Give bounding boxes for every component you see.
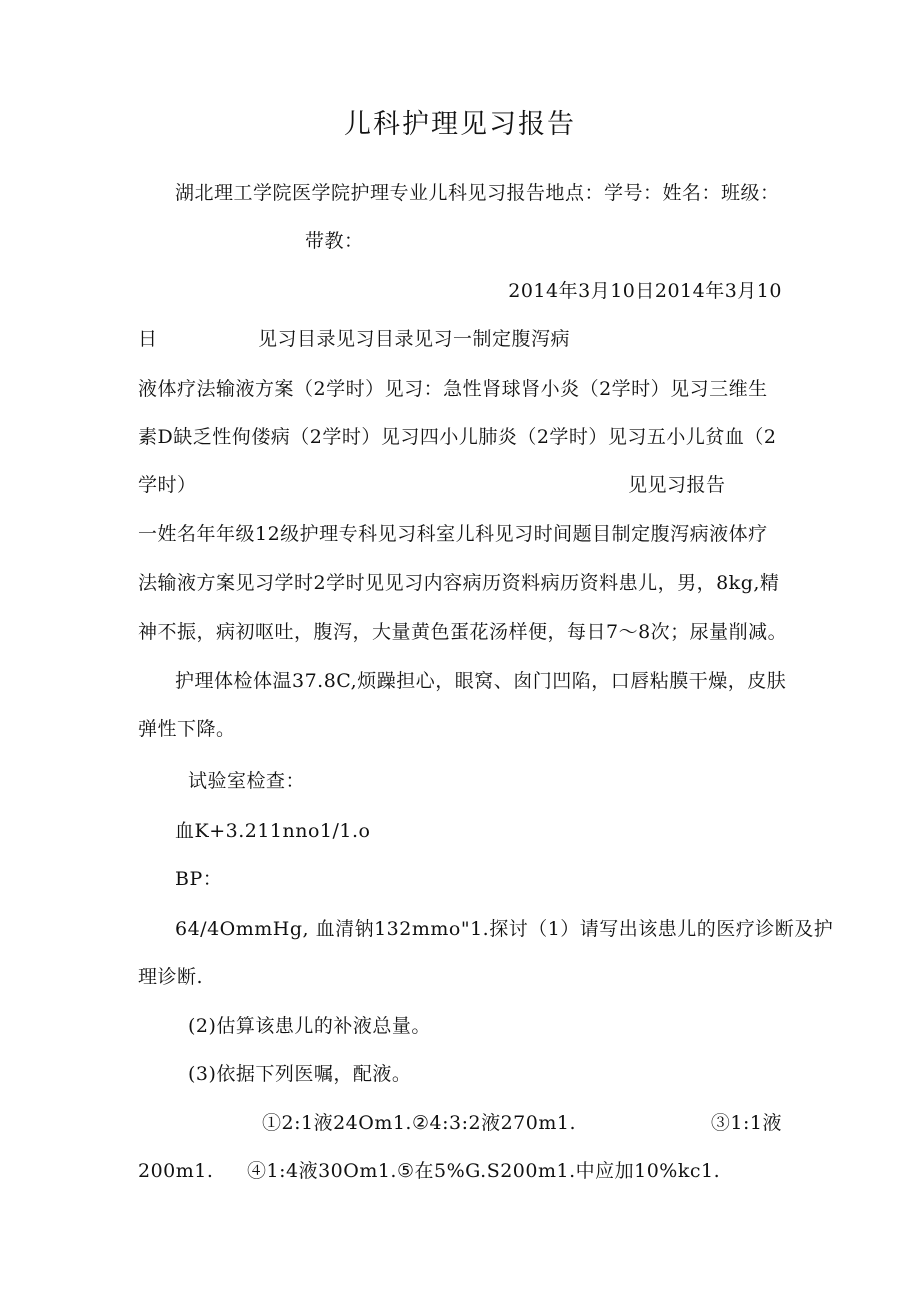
supervisor-label: 带教： — [305, 230, 364, 252]
order-line-2-start: 200m1. — [138, 1160, 214, 1182]
report-line-2: 法输液方案见习学时2学时见见习内容病历资料病历资料患儿，男，8kg,精 — [138, 572, 780, 594]
discussion-line-2: 理诊断. — [138, 966, 204, 988]
report-heading: 见见习报告 — [628, 474, 726, 496]
header-info-line: 湖北理工学院医学院护理专业儿科见习报告地点：学号：姓名：班级： — [175, 182, 780, 204]
exam-line-1: 护理体检体温37.8C,烦躁担心，眼窝、囱门凹陷，口唇粘膜干燥，皮肤 — [175, 670, 787, 692]
discussion-line-1: 64/4OmmHg, 血清钠132mmo"1.探讨（1）请写出该患儿的医疗诊断及护 — [175, 918, 834, 940]
contents-line-2: 素D缺乏性佝偻病（2学时）见习四小儿肺炎（2学时）见习五小儿贫血（2 — [138, 426, 777, 448]
table-of-contents-line: 见习目录见习目录见习一制定腹泻病 — [258, 328, 571, 350]
report-line-3: 神不振，病初呕吐，腹泻，大量黄色蛋花汤样便，每日7〜8次；尿量削减。 — [138, 621, 788, 643]
exam-line-2: 弹性下降。 — [138, 718, 236, 740]
question-3: (3)依据下列医嘱，配液。 — [188, 1063, 412, 1085]
date-line-continued: 日 — [138, 328, 158, 350]
lab-potassium: 血K+3.211nno1∕1.o — [175, 820, 371, 842]
order-line-1: ①2:1液24Om1.②4:3:2液270m1. — [262, 1112, 576, 1134]
contents-line-1: 液体疗法输液方案（2学时）见习：急性肾球肾小炎（2学时）见习三维生 — [138, 378, 768, 400]
contents-line-3: 学时） — [138, 474, 197, 496]
lab-exam-heading: 试验室检查： — [188, 770, 306, 792]
date-line: 2014年3月10日2014年3月10 — [508, 280, 782, 302]
order-line-1-right: ③1:1液 — [710, 1112, 782, 1134]
document-title: 儿科护理见习报告 — [344, 109, 576, 140]
blood-pressure-label: BP： — [175, 868, 223, 890]
report-line-1: 一姓名年年级12级护理专科见习科室儿科见习时间题目制定腹泻病液体疗 — [138, 523, 768, 545]
question-2: (2)估算该患儿的补液总量。 — [188, 1015, 431, 1037]
order-line-2: ④1:4液30Om1.⑤在5%G.S200m1.中应加10%kc1. — [247, 1160, 721, 1182]
